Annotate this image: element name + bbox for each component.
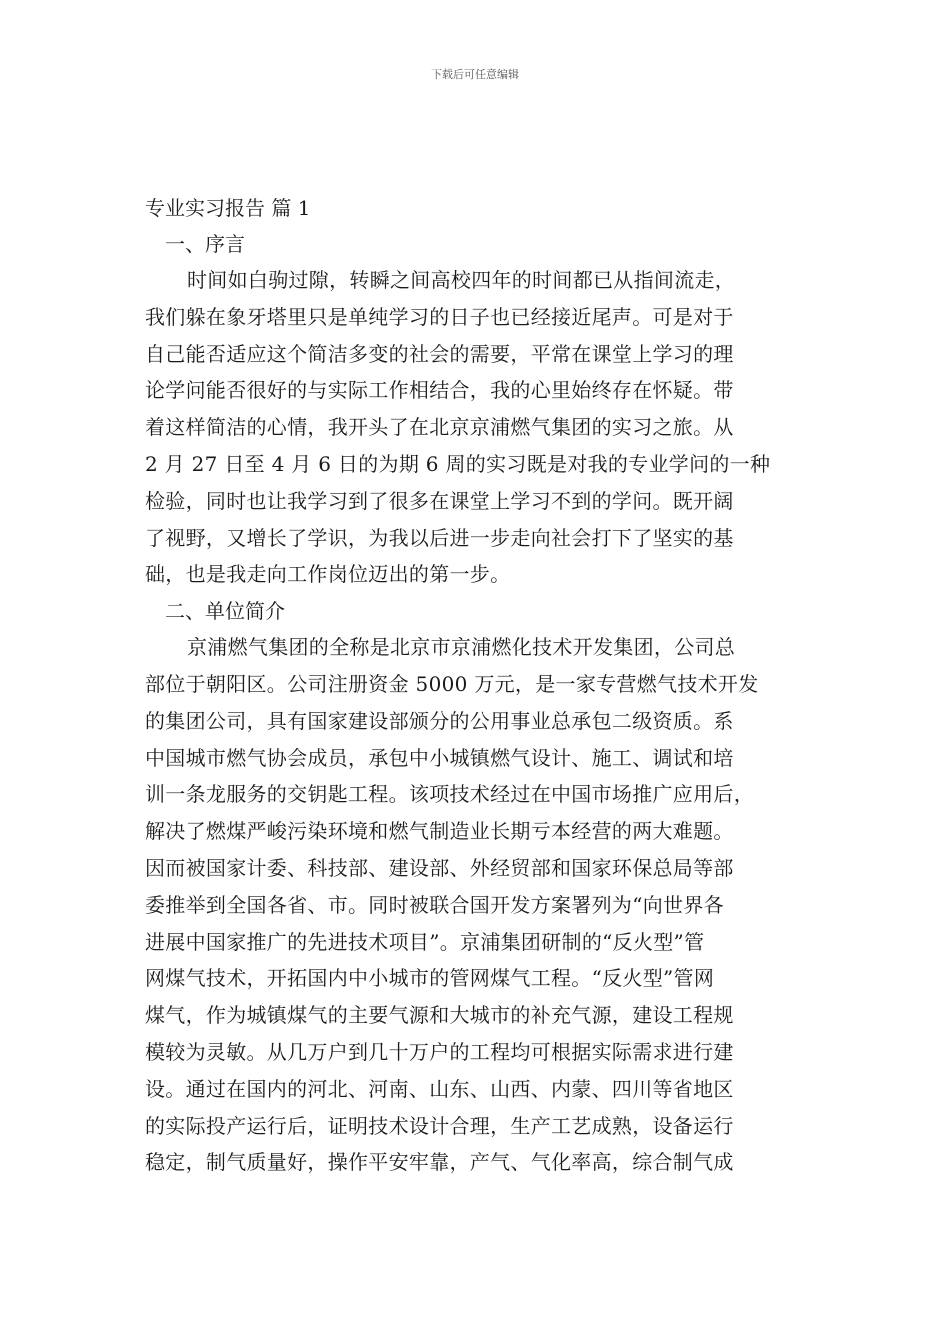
paragraph-line: 煤气，作为城镇煤气的主要气源和大城市的补充气源，建设工程规 [145,1003,734,1028]
paragraph-line: 解决了燃煤严峻污染环境和燃气制造业长期亏本经营的两大难题。 [145,819,734,844]
paragraph-line: 进展中国家推广的先进技术项目”。京浦集团研制的“反火型”管 [145,929,705,954]
paragraph-line: 2 月 27 日至 4 月 6 日的为期 6 周的实习既是对我的专业学问的一种 [145,451,771,476]
paragraph-line: 着这样简洁的心情，我开头了在北京京浦燃气集团的实习之旅。从 [145,415,734,440]
paragraph-line: 训一条龙服务的交钥匙工程。该项技术经过在中国市场推广应用后， [145,782,754,807]
paragraph-line: 部位于朝阳区。公司注册资金 5000 万元，是一家专营燃气技术开发 [145,671,759,696]
paragraph-line: 因而被国家计委、科技部、建设部、外经贸部和国家环保总局等部 [145,855,734,880]
paragraph-line: 础，也是我走向工作岗位迈出的第一步。 [145,562,511,587]
paragraph-line: 的集团公司，具有国家建设部颁分的公用事业总承包二级资质。系 [145,708,734,733]
paragraph-line: 京浦燃气集团的全称是北京市京浦燃化技术开发集团，公司总 [187,635,736,660]
paragraph-line: 我们躲在象牙塔里只是单纯学习的日子也已经接近尾声。可是对于 [145,304,734,329]
paragraph-line: 检验，同时也让我学习到了很多在课堂上学习不到的学问。既开阔 [145,488,734,513]
paragraph-line: 中国城市燃气协会成员，承包中小城镇燃气设计、施工、调试和培 [145,745,734,770]
document-title: 专业实习报告 篇 1 [145,196,311,220]
paragraph-line: 模较为灵敏。从几万户到几十万户的工程均可根据实际需求进行建 [145,1039,734,1064]
section-heading-company-intro: 二、单位简介 [165,599,285,624]
paragraph-line: 网煤气技术，开拓国内中小城市的管网煤气工程。“反火型”管网 [145,966,715,991]
paragraph-line: 自己能否适应这个简洁多变的社会的需要，平常在课堂上学习的理 [145,341,734,366]
paragraph-line: 论学问能否很好的与实际工作相结合，我的心里始终存在怀疑。带 [145,378,734,403]
paragraph-preface [145,262,810,593]
document-body [145,190,810,1181]
paragraph-line: 了视野，又增长了学识，为我以后进一步走向社会打下了坚实的基 [145,525,734,550]
paragraph-line: 设。通过在国内的河北、河南、山东、山西、内蒙、四川等省地区 [145,1076,734,1101]
paragraph-line: 稳定，制气质量好，操作平安牢靠，产气、气化率高，综合制气成 [145,1150,734,1175]
paragraph-line: 委推举到全国各省、市。同时被联合国开发方案署列为“向世界各 [145,892,724,917]
section-heading-preface: 一、序言 [165,232,245,256]
paragraph-company-intro [145,629,810,1181]
page-header-note: 下载后可任意编辑 [431,68,519,81]
paragraph-line: 时间如白驹过隙，转瞬之间高校四年的时间都已从指间流走， [187,268,736,292]
paragraph-line: 的实际投产运行后，证明技术设计合理，生产工艺成熟，设备运行 [145,1113,734,1138]
